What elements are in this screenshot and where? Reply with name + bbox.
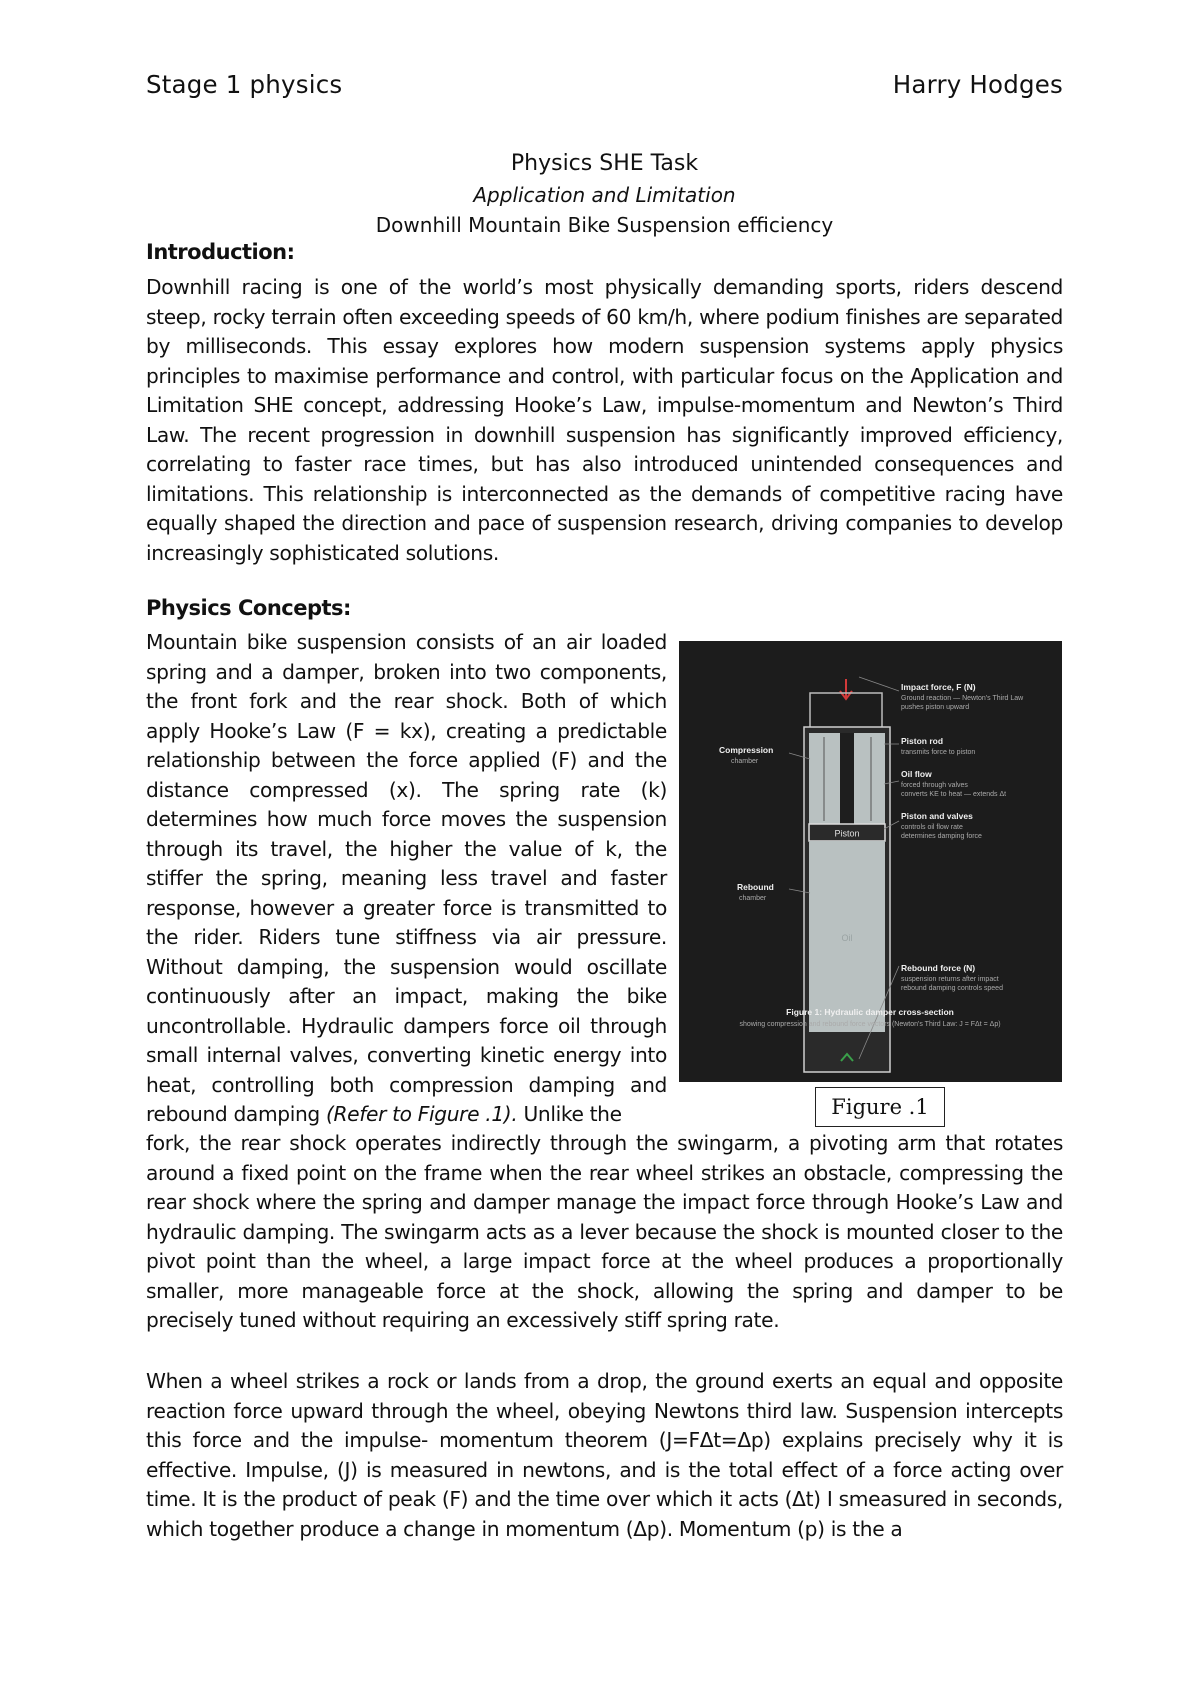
- damper-diagram-figure: [679, 641, 1062, 1082]
- intro-heading: Introduction:: [146, 240, 295, 264]
- impact-force-sub2: pushes piston upward: [901, 704, 970, 711]
- physics-paragraph-2: fork, the rear shock operates indirectly through the swingarm, a pivoting arm that rotates around a fixed point on the frame when the rear wheel strikes an obstacle, compressing the rear shock where the spring and damper manage the impact force through Hooke’s Law and hydraulic damping. The swingarm acts as a lever because the shock is mounted closer to the pivot point than the wheel, a large impact force at the wheel produces a proportionally smaller, more manageable force at the shock, allowing the spring and damper to be precisely tuned without requiring an excessively stiff spring rate.: [146, 1131, 1063, 1332]
- figure-caption: Figure .1: [815, 1087, 945, 1127]
- rebound-chamber-sub: chamber: [739, 895, 767, 902]
- header-author: Harry Hodges: [892, 70, 1063, 99]
- physics-text-a: Mountain bike suspension consists of an air loaded spring and a damper, broken into two components, the front fork and the rear shock. Both of which apply Hooke’s Law (F = kx), creating a predictable relationship between the force applied (F) and the distance compressed (x). The spring rate (k) determines how much force moves the suspension through its travel, the higher the value of k, the stiffer the spring, meaning less travel and faster response, however a greater force is transmitted to the rider. Riders tune stiffness via air pressure. Without damping, the suspension would oscillate continuously after an impact, making the bike uncontrollable. Hydraulic dampers force oil through small internal valves, converting kinetic energy into heat, controlling both compression damping and rebound damping: [146, 630, 667, 1126]
- physics-paragraph-3: When a wheel strikes a rock or lands from a drop, the ground exerts an equal and opposite reaction force upward through the wheel, obeying Newtons third law. Suspension intercepts this force and the impulse- momentum theorem (J=FΔt=Δp) explains precisely why it is effective. Impulse, (J) is measured in newtons, and is the total effect of a force acting over time. It is the product of peak (F) and the time over which it acts (Δt) I smeasured in seconds, which together produce a change in momentum (Δp). Momentum (p) is the a: [146, 1369, 1063, 1541]
- impact-force-label: Impact force, F (N): [901, 682, 976, 692]
- oil-flow-label: Oil flow: [901, 769, 932, 779]
- rebound-force-sub1: suspension returns after impact: [901, 976, 999, 983]
- document-subtitle: Application and Limitation: [473, 183, 736, 207]
- piston-valves-label: Piston and valves: [901, 811, 973, 821]
- piston-rod-label: Piston rod: [901, 736, 944, 746]
- intro-paragraph: Downhill racing is one of the world’s most physically demanding sports, riders descend steep, rocky terrain often exceeding speeds of 60 km/h, where podium finishes are separated by milliseconds. This essay explores how modern suspension systems apply physics principles to maximise performance and control, with particular focus on the Application and Limitation SHE concept, addressing Hooke’s Law, impulse-momentum and Newton’s Third Law. The recent progression in downhill suspension has significantly improved efficiency, correlating to faster race times, but has also introduced unintended consequences and limitations. This relationship is interconnected as the demands of competitive racing have equally shaped the direction and pace of suspension research, driving companies to develop increasingly sophisticated solutions.: [146, 275, 1063, 565]
- oil-flow-sub2: converts KE to heat — extends Δt: [901, 791, 1007, 798]
- piston-rod-sub: transmits force to piston: [901, 749, 976, 756]
- figure-internal-title: Figure 1: Hydraulic damper cross-section: [786, 1007, 954, 1017]
- figure-internal-subtitle: showing compression and rebound force vectors (Newton's Third Law: J = FΔt = Δp): [739, 1021, 1001, 1028]
- oil-flow-sub1: forced through valves: [901, 782, 968, 789]
- impact-force-sub1: Ground reaction — Newton's Third Law: [901, 695, 1024, 702]
- rebound-force-label: Rebound force (N): [901, 963, 976, 973]
- compression-chamber-sub: chamber: [731, 758, 759, 765]
- rebound-force-sub2: rebound damping controls speed: [901, 985, 1003, 992]
- piston-rod: [840, 733, 854, 824]
- compression-chamber-label: Compression: [719, 745, 774, 755]
- physics-heading: Physics Concepts:: [146, 596, 351, 620]
- document-title: Physics SHE Task: [510, 151, 699, 176]
- piston-valves-sub1: controls oil flow rate: [901, 824, 963, 831]
- figure-reference: (Refer to Figure .1).: [325, 1102, 518, 1126]
- piston-inner-label: Piston: [834, 828, 860, 839]
- oil-inner-label: Oil: [841, 933, 853, 943]
- physics-text-a-end: Unlike the: [517, 1102, 622, 1126]
- physics-paragraph-1: [146, 628, 667, 1130]
- piston-valves-sub2: determines damping force: [901, 833, 982, 840]
- document-topic: Downhill Mountain Bike Suspension efficiency: [375, 213, 834, 237]
- rebound-chamber-label: Rebound: [737, 882, 774, 892]
- header-course: Stage 1 physics: [146, 70, 343, 99]
